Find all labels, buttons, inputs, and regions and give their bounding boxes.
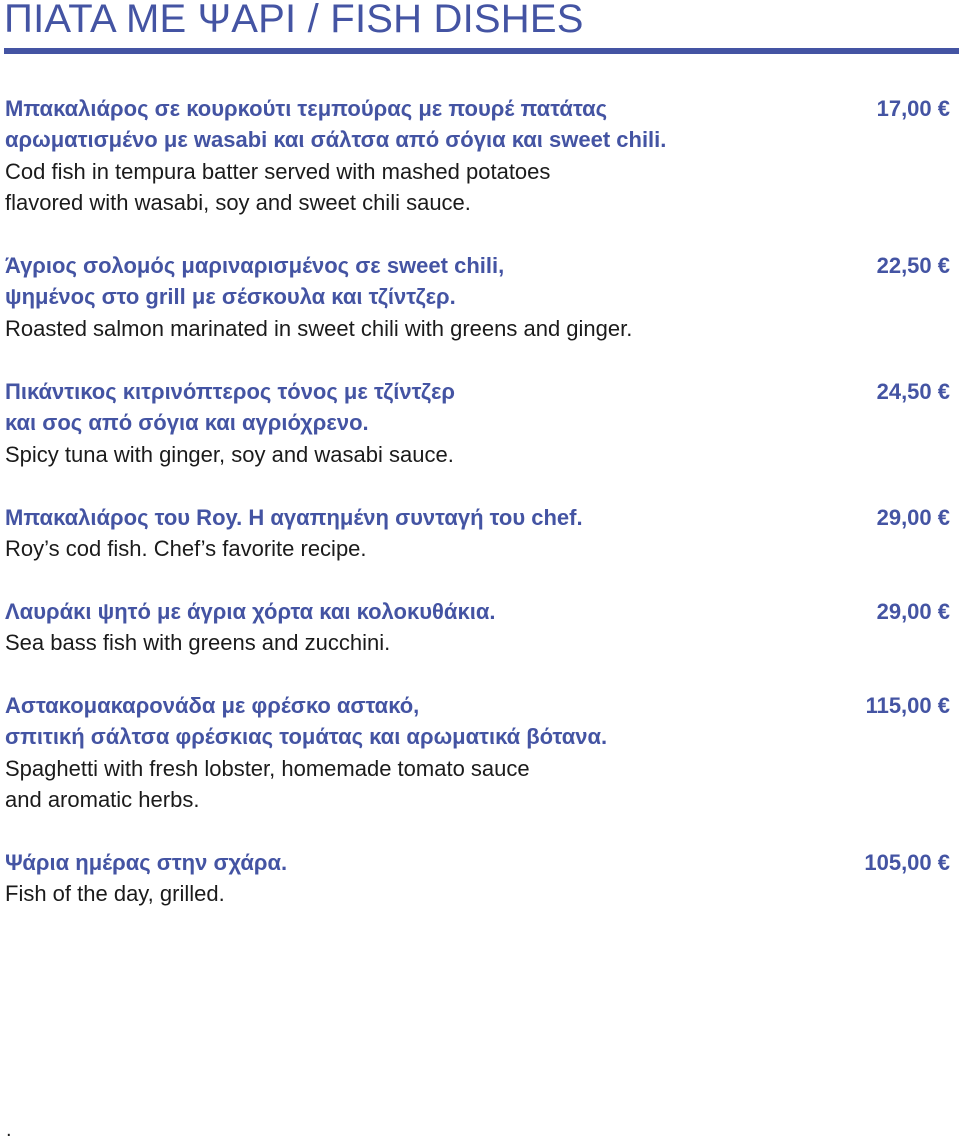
menu-item-fish-of-the-day	[5, 847, 950, 910]
greek-description-line: Άγριος σολομός μαριναρισμένος σε sweet chili,	[5, 253, 505, 278]
english-description-line: Roy’s cod fish. Chef’s favorite recipe.	[5, 536, 367, 562]
footer-mark: .	[6, 1119, 12, 1141]
english-description-line: Cod fish in tempura batter served with mashed potatoes	[5, 158, 551, 184]
price: 22,50 €	[876, 253, 950, 278]
menu-item-roys-cod	[5, 502, 950, 565]
greek-description-line: ψημένος στο grill με σέσκουλα και τζίντζερ.	[5, 284, 456, 310]
greek-description-line: σπιτική σάλτσα φρέσκιας τομάτας και αρωματικά βότανα.	[5, 724, 608, 750]
menu-item-sea-bass	[5, 596, 950, 659]
menu-item-cod-tempura	[5, 93, 950, 219]
english-description-line: and aromatic herbs.	[5, 787, 200, 813]
english-description-line: Roasted salmon marinated in sweet chili with greens and ginger.	[5, 315, 633, 341]
greek-description-line: αρωματισμένο με wasabi και σάλτσα από σόγια και sweet chili.	[5, 127, 667, 153]
greek-description-line: Λαυράκι ψητό με άγρια χόρτα και κολοκυθάκια.	[5, 599, 496, 624]
greek-description-line: Αστακομακαρονάδα με φρέσκο αστακό,	[5, 693, 420, 718]
greek-description-line: Μπακαλιάρος του Roy. Η αγαπημένη συνταγή του chef.	[5, 505, 583, 530]
price: 105,00 €	[864, 850, 950, 875]
price: 24,50 €	[876, 379, 950, 404]
price: 29,00 €	[876, 599, 950, 624]
english-description-line: Fish of the day, grilled.	[5, 881, 225, 907]
price: 115,00 €	[865, 693, 950, 718]
greek-description-line: Ψάρια ημέρας στην σχάρα.	[5, 850, 288, 875]
price: 29,00 €	[876, 505, 950, 530]
greek-description-line: Πικάντικος κιτρινόπτερος τόνος με τζίντζερ	[5, 379, 456, 404]
greek-description-line: Μπακαλιάρος σε κουρκούτι τεμπούρας με πουρέ πατάτας	[5, 96, 608, 121]
menu-item-salmon	[5, 250, 950, 344]
english-description-line: flavored with wasabi, soy and sweet chili sauce.	[5, 190, 471, 216]
menu-item-tuna	[5, 376, 950, 470]
page-title: ΠΙΑΤΑ ΜΕ ΨΑΡΙ / FISH DISHES	[4, 0, 584, 41]
title-divider	[4, 48, 959, 54]
price: 17,00 €	[876, 96, 950, 121]
menu-item-lobster-spaghetti	[5, 690, 950, 816]
english-description-line: Spaghetti with fresh lobster, homemade tomato sauce	[5, 755, 530, 781]
english-description-line: Spicy tuna with ginger, soy and wasabi sauce.	[5, 441, 454, 467]
greek-description-line: και σος από σόγια και αγριόχρενο.	[5, 410, 369, 436]
english-description-line: Sea bass fish with greens and zucchini.	[5, 630, 391, 656]
